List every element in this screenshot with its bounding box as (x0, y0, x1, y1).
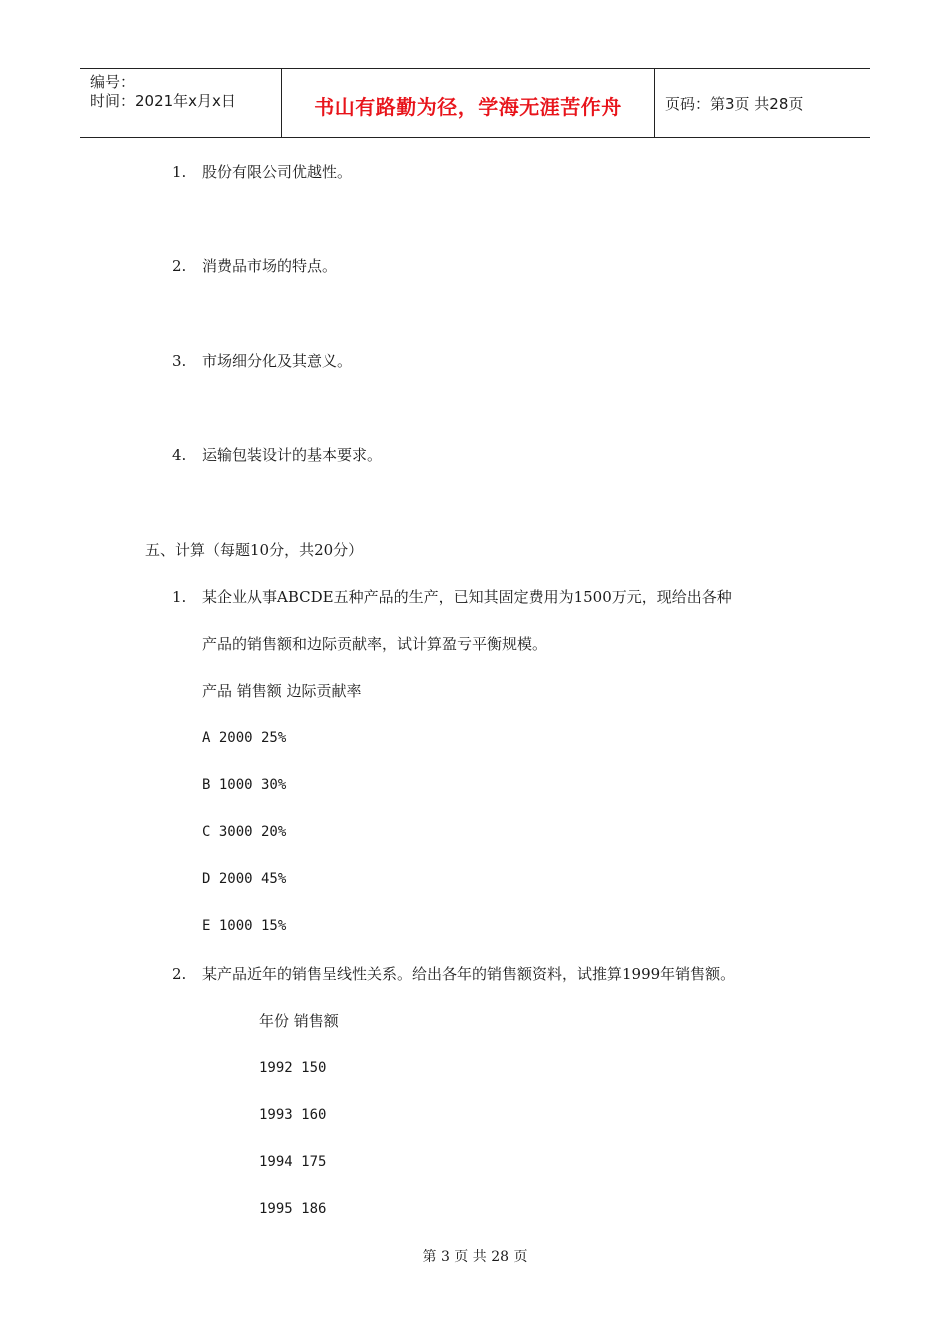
question-number: 2. (172, 965, 187, 983)
question-text: 股份有限公司优越性。 (202, 163, 353, 181)
page-footer: 第 3 页 共 28 页 (422, 1249, 528, 1265)
question-text: 市场细分化及其意义。 (202, 352, 353, 370)
table-row: A 2000 25% (202, 730, 287, 746)
table-row: E 1000 15% (202, 918, 287, 934)
motto: 书山有路勤为径，学海无涯苦作舟 (314, 95, 622, 119)
question-text: 消费品市场的特点。 (202, 257, 338, 275)
question-number: 1. (172, 163, 187, 181)
question-number: 3. (172, 352, 187, 370)
question-number: 2. (172, 257, 187, 275)
question-number: 4. (172, 446, 187, 464)
question-text: 运输包装设计的基本要求。 (202, 446, 383, 464)
table-row: C 3000 20% (202, 824, 287, 840)
table-header: 年份 销售额 (259, 1012, 339, 1030)
number-label: 编号： (90, 73, 136, 91)
table-row: 1992 150 (259, 1060, 327, 1076)
question-text: 某企业从事ABCDE五种产品的生产，已知其固定费用为1500万元，现给出各种 (202, 588, 732, 606)
header-motto-cell (282, 69, 655, 137)
section-title: 五、计算（每题10分，共20分） (145, 541, 364, 559)
header-page-cell (655, 69, 870, 137)
time-label: 时间：2021年x月x日 (90, 92, 236, 110)
table-row: 1994 175 (259, 1154, 327, 1170)
document-header (80, 68, 870, 138)
table-row: D 2000 45% (202, 871, 287, 887)
question-text-continued: 产品的销售额和边际贡献率，试计算盈亏平衡规模。 (202, 635, 548, 653)
table-row: 1995 186 (259, 1201, 327, 1217)
table-row: B 1000 30% (202, 777, 287, 793)
page-info: 页码：第3页 共28页 (665, 95, 804, 113)
table-header: 产品 销售额 边际贡献率 (202, 682, 362, 700)
question-number: 1. (172, 588, 187, 606)
table-row: 1993 160 (259, 1107, 327, 1123)
question-text: 某产品近年的销售呈线性关系。给出各年的销售额资料，试推算1999年销售额。 (202, 965, 736, 983)
header-meta-cell (80, 69, 282, 137)
